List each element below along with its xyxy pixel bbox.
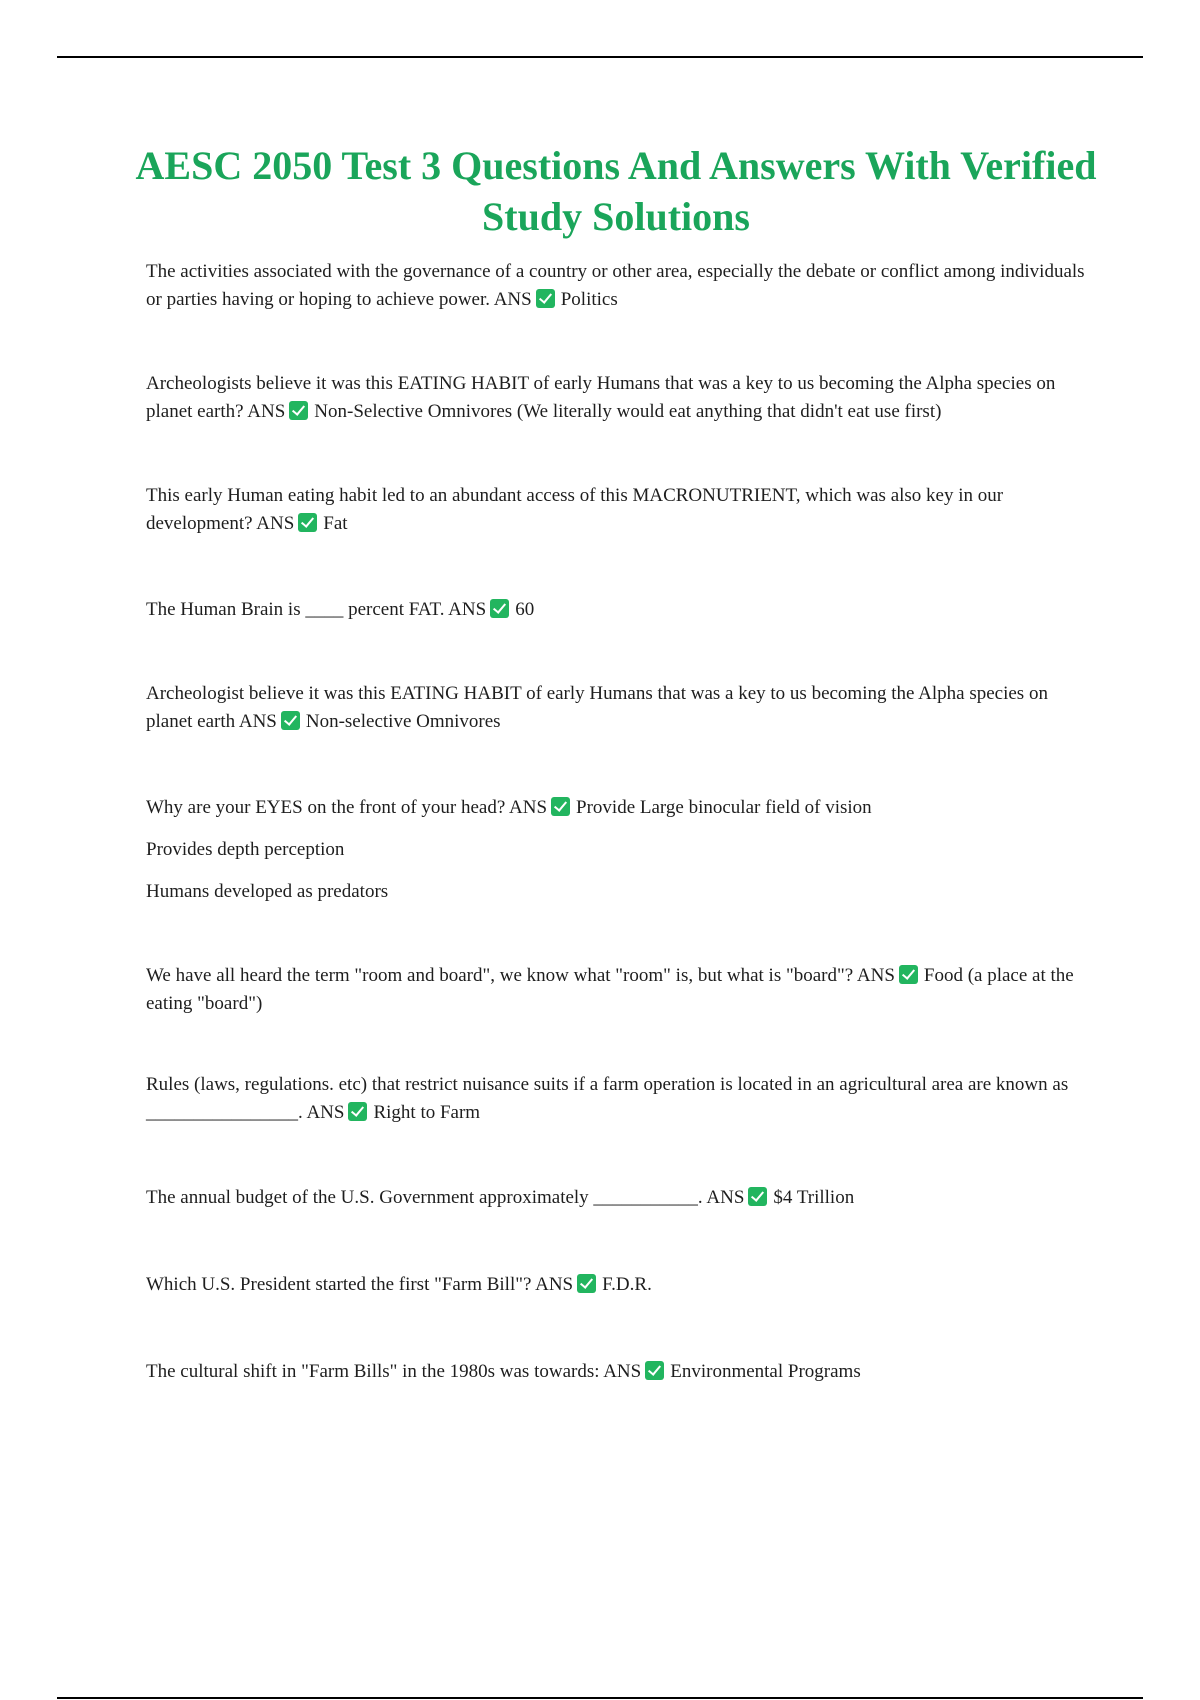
- answer-text: Non-Selective Omnivores (We literally would eat anything that didn't eat use first): [314, 401, 942, 422]
- qa-item: [146, 258, 1096, 314]
- question-text: Archeologists believe it was this EATING HABIT of early Humans that was a key to us becoming the Alpha species on planet earth? ANS: [146, 373, 1056, 422]
- check-box-icon: [289, 401, 308, 420]
- qa-item: [146, 482, 1096, 538]
- answer-text: Provide Large binocular field of vision: [576, 797, 872, 818]
- question-text: Why are your EYES on the front of your head? ANS: [146, 797, 548, 818]
- qa-item: [146, 596, 1096, 624]
- question-text: Archeologist believe it was this EATING HABIT of early Humans that was a key to us becoming the Alpha species on planet earth ANS: [146, 683, 1048, 732]
- check-box-icon: [536, 289, 555, 308]
- qa-item: [146, 680, 1096, 736]
- check-box-icon: [348, 1102, 367, 1121]
- question-text: The activities associated with the governance of a country or other area, especially the debate or conflict among individuals or parties having or hoping to achieve power. ANS: [146, 261, 1085, 310]
- answer-text: F.D.R.: [602, 1274, 652, 1295]
- qa-item: [146, 1071, 1096, 1127]
- question-text: We have all heard the term "room and board", we know what "room" is, but what is "board"? ANS: [146, 965, 895, 986]
- answer-text: Non-selective Omnivores: [305, 711, 501, 732]
- answer-extra-line: Provides depth perception: [146, 839, 345, 860]
- check-box-icon: [551, 797, 570, 816]
- question-text: The Human Brain is ____ percent FAT. ANS: [146, 599, 487, 620]
- top-rule: [57, 56, 1143, 58]
- question-text: This early Human eating habit led to an abundant access of this MACRONUTRIENT, which was also key in our development? ANS: [146, 485, 1004, 534]
- answer-text: Environmental Programs: [670, 1361, 861, 1382]
- check-box-icon: [899, 965, 918, 984]
- answer-extra-line: Humans developed as predators: [146, 881, 389, 902]
- question-text: The annual budget of the U.S. Government approximately ___________. ANS: [146, 1187, 745, 1208]
- check-box-icon: [645, 1361, 664, 1380]
- answer-text: Food (a place at the eating "board"): [146, 965, 1074, 1014]
- check-box-icon: [748, 1187, 767, 1206]
- check-box-icon: [298, 513, 317, 532]
- question-text: Rules (laws, regulations. etc) that restrict nuisance suits if a farm operation is located in an agricultural area are known as ________________. ANS: [146, 1074, 1069, 1123]
- qa-item: [146, 370, 1096, 426]
- check-box-icon: [490, 599, 509, 618]
- qa-line: [146, 794, 1096, 822]
- answer-text: $4 Trillion: [773, 1187, 855, 1208]
- bottom-rule: [57, 1697, 1143, 1699]
- answer-text: Right to Farm: [373, 1102, 481, 1123]
- check-box-icon: [281, 711, 300, 730]
- qa-item: [146, 962, 1096, 1018]
- document-title: AESC 2050 Test 3 Questions And Answers With Verified Study Solutions: [135, 143, 1097, 239]
- question-text: The cultural shift in "Farm Bills" in the 1980s was towards: ANS: [146, 1361, 642, 1382]
- answer-text: Politics: [560, 289, 618, 310]
- check-box-icon: [577, 1274, 596, 1293]
- answer-text: 60: [515, 599, 535, 620]
- qa-item: [146, 1358, 1096, 1386]
- qa-item: [146, 1184, 1096, 1212]
- answer-text: Fat: [323, 513, 348, 534]
- qa-item: [146, 1271, 1096, 1299]
- question-text: Which U.S. President started the first "Farm Bill"? ANS: [146, 1274, 574, 1295]
- qa-item: [146, 794, 1096, 906]
